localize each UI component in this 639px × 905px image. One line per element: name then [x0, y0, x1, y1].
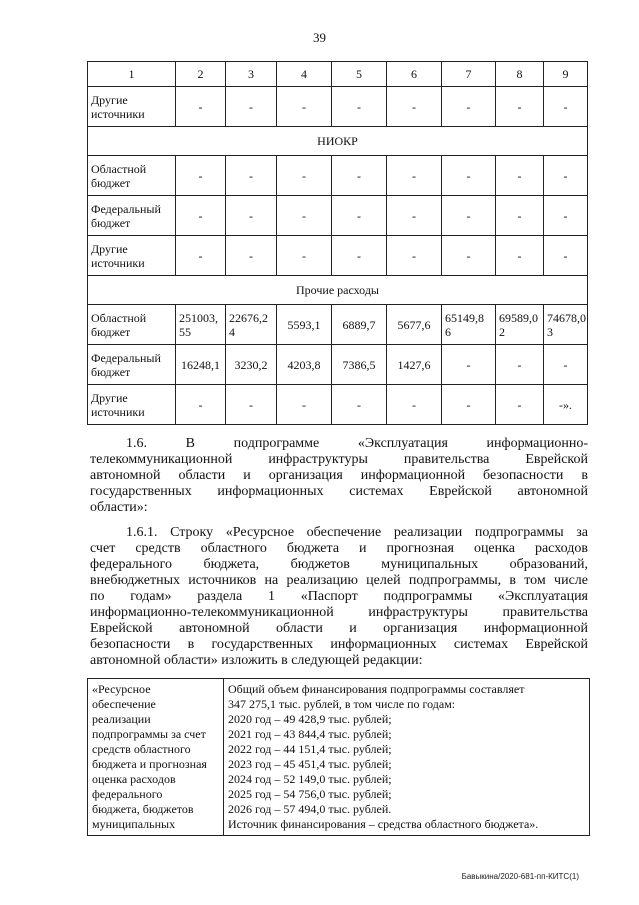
value-cell: - [226, 236, 277, 276]
header-row [88, 62, 588, 87]
value-cell [176, 305, 226, 345]
resource-table [87, 678, 590, 836]
resource-line: 2020 год – 49 428,9 тыс. рублей; [228, 712, 392, 726]
value-cell [226, 385, 277, 425]
value-cell [277, 385, 332, 425]
cell-line: - [357, 397, 361, 412]
header-cell: 8 [496, 62, 544, 87]
cell-line: 4203,8 [287, 357, 321, 372]
table-row [88, 87, 588, 127]
header-cell: 4 [277, 62, 332, 87]
row-label [88, 236, 176, 276]
section-row [88, 127, 588, 156]
value-cell: - [496, 156, 544, 196]
resource-label-cell [88, 679, 224, 836]
resource-line: бюджета и прогнозная [92, 757, 207, 771]
cell-line: 6 [445, 324, 451, 339]
value-cell: - [544, 156, 588, 196]
cell-line: источники [91, 255, 145, 270]
cell-line: - [466, 357, 471, 372]
value-cell: - [332, 196, 387, 236]
value-cell [332, 305, 387, 345]
resource-line: 2023 год – 45 451,4 тыс. рублей; [228, 757, 392, 771]
text-line: 1.6.1. Строку «Ресурсное обеспечение реализации подпрограммы за [126, 525, 588, 540]
value-cell: - [496, 87, 544, 127]
cell-line: 65149,8 [445, 310, 484, 325]
cell-line: - [249, 397, 253, 412]
cell-line: - [517, 397, 522, 412]
cell-line: бюджет [91, 324, 131, 339]
paragraph-1-6 [90, 436, 588, 516]
text-line: безопасности в государственных информационных системах Еврейской [90, 637, 588, 652]
cell-line: Областной [91, 310, 147, 325]
resource-line: реализации [92, 712, 151, 726]
resource-line: 2021 год – 43 844,4 тыс. рублей; [228, 727, 392, 741]
header-cell: 9 [544, 62, 588, 87]
value-cell: - [544, 236, 588, 276]
value-cell: - [387, 87, 442, 127]
value-cell [544, 345, 588, 385]
text-line: Еврейской автономной области и организация информационной [90, 621, 588, 636]
value-cell [277, 345, 332, 385]
cell-line: 5677,6 [397, 317, 431, 332]
value-cell [544, 385, 588, 425]
resource-row [88, 679, 590, 836]
value-cell: - [176, 156, 226, 196]
text-line: автономной области» изложить в следующей редакции: [90, 653, 423, 668]
page-number: 39 [313, 30, 326, 45]
row-label [88, 385, 176, 425]
table-row [88, 196, 588, 236]
value-cell: - [277, 196, 332, 236]
row-label [88, 156, 176, 196]
cell-line: Другие [91, 241, 128, 256]
value-cell [387, 345, 442, 385]
table-row [88, 156, 588, 196]
resource-line: 2026 год – 57 494,0 тыс. рублей. [228, 802, 392, 816]
value-cell: - [277, 156, 332, 196]
cell-line: 55 [179, 324, 191, 339]
paragraph-1-6-1 [90, 525, 588, 669]
value-cell [226, 305, 277, 345]
value-cell: - [176, 236, 226, 276]
cell-line: бюджет [91, 364, 131, 379]
text-line: государственных информационных системах Еврейской автономной [90, 484, 588, 499]
section-title: НИОКР [88, 127, 588, 156]
cell-line: 7386,5 [342, 357, 376, 372]
resource-line: «Ресурсное [92, 682, 151, 696]
header-cell: 1 [88, 62, 176, 87]
text-line: области»: [90, 500, 148, 515]
value-cell: - [277, 87, 332, 127]
value-cell: - [176, 87, 226, 127]
value-cell: - [332, 236, 387, 276]
value-cell [442, 305, 496, 345]
value-cell [387, 385, 442, 425]
cell-line: 4 [229, 324, 235, 339]
value-cell: - [387, 156, 442, 196]
value-cell [387, 305, 442, 345]
value-cell: - [277, 236, 332, 276]
value-cell [442, 385, 496, 425]
resource-line: 2025 год – 54 756,0 тыс. рублей; [228, 787, 392, 801]
cell-line: источники [91, 404, 145, 419]
value-cell [544, 305, 588, 345]
resource-line: Общий объем финансирования подпрограммы составляет [228, 682, 525, 696]
row-label [88, 345, 176, 385]
text-line: по годам» раздела 1 «Паспорт подпрограммы «Эксплуатация [90, 589, 588, 604]
text-line: внебюджетных источников на реализацию целей подпрограммы, в том числе [90, 573, 588, 588]
value-cell: - [226, 156, 277, 196]
resource-line: муниципальных [92, 817, 176, 831]
row-label [88, 305, 176, 345]
value-cell: - [442, 236, 496, 276]
cell-line: - [563, 357, 568, 372]
cell-line: Другие [91, 92, 128, 107]
resource-line: обеспечение [92, 697, 156, 711]
value-cell: - [176, 196, 226, 236]
value-cell [332, 385, 387, 425]
cell-line: 3 [547, 324, 553, 339]
cell-line: - [302, 397, 306, 412]
value-cell [496, 345, 544, 385]
value-cell: - [544, 87, 588, 127]
value-cell [442, 345, 496, 385]
text-line: телекоммуникационной инфраструктуры правительства Еврейской [90, 452, 588, 467]
text-line: автономной области и организация информационной безопасности в [90, 468, 588, 483]
section-title: Прочие расходы [88, 276, 588, 305]
cell-line: бюджет [91, 215, 131, 230]
cell-line: 3230,2 [234, 357, 268, 372]
resource-line: оценка расходов [92, 772, 176, 786]
cell-line: -». [559, 397, 572, 412]
table-row [88, 385, 588, 425]
value-cell: - [496, 236, 544, 276]
cell-line: 6889,7 [342, 317, 376, 332]
resource-value-cell [224, 679, 590, 836]
row-label [88, 196, 176, 236]
cell-line: - [517, 357, 522, 372]
resource-line: 2024 год – 52 149,0 тыс. рублей; [228, 772, 392, 786]
value-cell: - [387, 196, 442, 236]
cell-line: - [198, 397, 203, 412]
value-cell [176, 345, 226, 385]
budget-table [87, 61, 588, 425]
cell-line: 2 [499, 324, 505, 339]
text-line: федерального бюджета, бюджетов муниципальных образований, [90, 557, 588, 572]
resource-line: 2022 год – 44 151,4 тыс. рублей; [228, 742, 392, 756]
cell-line: бюджет [91, 175, 131, 190]
resource-line: подпрограммы за счет [92, 727, 206, 741]
cell-line: 16248,1 [181, 357, 220, 372]
cell-line: 1427,6 [397, 357, 431, 372]
cell-line: 251003, [179, 310, 218, 325]
value-cell [176, 385, 226, 425]
text-line: информационно-телекоммуникационной инфраструктуры правительства [90, 605, 588, 620]
value-cell: - [332, 87, 387, 127]
value-cell: - [442, 87, 496, 127]
value-cell: - [544, 196, 588, 236]
table-row [88, 345, 588, 385]
header-cell: 3 [226, 62, 277, 87]
cell-line: источники [91, 106, 145, 121]
cell-line: 69589,0 [499, 310, 538, 325]
value-cell [496, 305, 544, 345]
value-cell: - [226, 87, 277, 127]
resource-line: 347 275,1 тыс. рублей, в том числе по годам: [228, 697, 456, 711]
text-line: 1.6. В подпрограмме «Эксплуатация информационно- [126, 436, 588, 451]
cell-line: 5593,1 [287, 317, 321, 332]
header-cell: 6 [387, 62, 442, 87]
value-cell [332, 345, 387, 385]
value-cell: - [387, 236, 442, 276]
resource-line: федерального [92, 787, 163, 801]
header-cell: 5 [332, 62, 387, 87]
footer-code: Бавыкина/2020-681-пп-КИТС(1) [461, 872, 579, 881]
value-cell: - [442, 196, 496, 236]
cell-line: Федеральный [91, 201, 161, 216]
cell-line: Областной [91, 161, 147, 176]
resource-line: Источник финансирования – средства областного бюджета». [228, 817, 539, 831]
header-cell: 2 [176, 62, 226, 87]
resource-line: бюджета, бюджетов [92, 802, 194, 816]
cell-line: 22676,2 [229, 310, 268, 325]
value-cell [496, 385, 544, 425]
header-cell: 7 [442, 62, 496, 87]
value-cell: - [496, 196, 544, 236]
cell-line: Федеральный [91, 350, 161, 365]
text-line: счет средств областного бюджета и прогнозная оценка расходов [90, 541, 588, 556]
value-cell: - [442, 156, 496, 196]
table-row [88, 236, 588, 276]
value-cell [277, 305, 332, 345]
value-cell: - [332, 156, 387, 196]
resource-line: средств областного [92, 742, 191, 756]
row-label [88, 87, 176, 127]
cell-line: 74678,0 [547, 310, 586, 325]
cell-line: - [412, 397, 416, 412]
cell-line: Другие [91, 390, 128, 405]
value-cell: - [226, 196, 277, 236]
table-row [88, 305, 588, 345]
cell-line: - [466, 397, 471, 412]
section-row [88, 276, 588, 305]
value-cell [226, 345, 277, 385]
